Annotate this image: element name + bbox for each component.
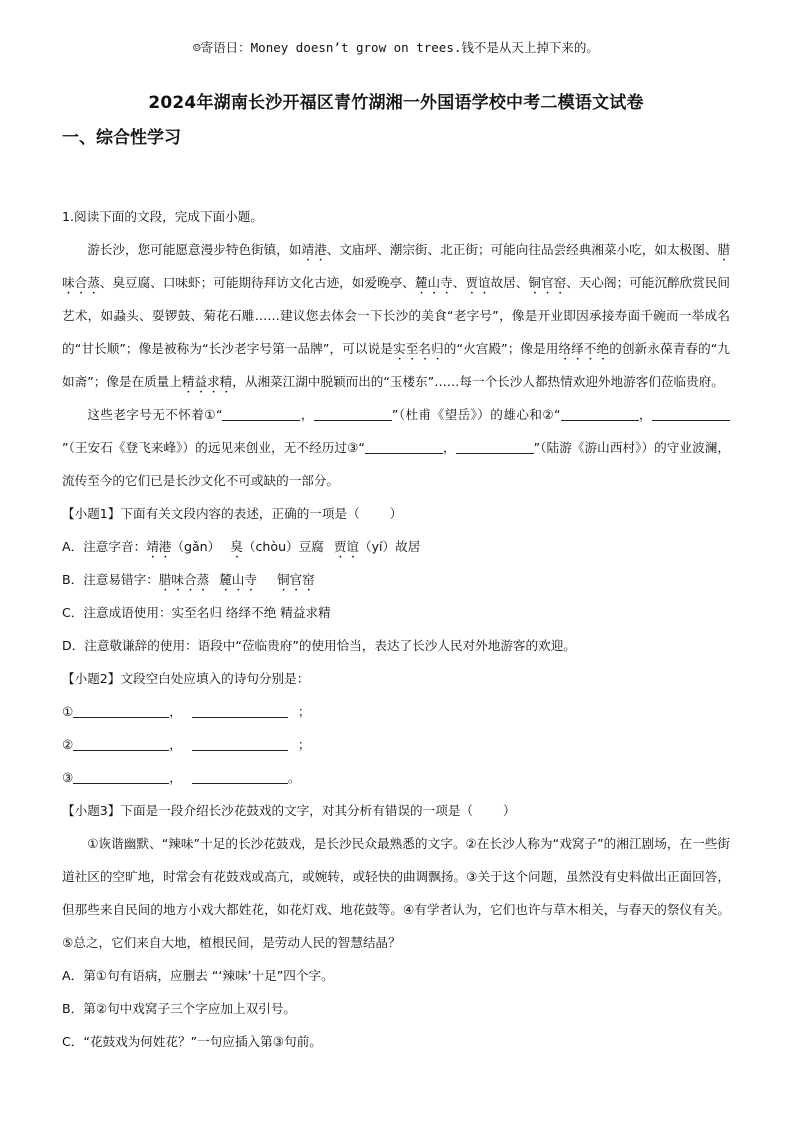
passage-text: 的“火宫殿”；像是用 <box>443 341 559 356</box>
option-dotted-word: 腊味合蒸 <box>158 572 210 587</box>
answer-end: 。 <box>287 770 301 785</box>
answer-end: ； <box>297 704 311 719</box>
option-a[interactable] <box>62 530 730 563</box>
option-dotted-word: 贾谊 <box>333 539 360 554</box>
subquestion-1-stem <box>62 497 730 530</box>
poem-text: ， <box>300 407 314 422</box>
stem-text: ） <box>389 506 403 521</box>
page-title: 2024年湖南长沙开福区青竹湖湘一外国语学校中考二模语文试卷 <box>148 93 644 113</box>
exam-content <box>62 200 730 1058</box>
motto-header: ☺寄语日：Money doesn’t grow on trees.钱不是从天上掉下来的。 <box>193 40 599 55</box>
poem-text: ”（杜甫《望岳》）的雄心和②“ <box>391 407 561 422</box>
option-text: （yí）故居 <box>359 539 421 554</box>
passage-text: 、天心阁；可能沉醉欣赏民间艺术，如蝨头、耍锣鼓、菊花石雕……建议您去体会一下长沙的美食“老字号”，像是开业即因承接寿面千碗而一举成名的“甘长顺”；像是被称为“长沙老字号第一品牌”，可以说是 <box>62 275 731 356</box>
passage-text: 、 <box>452 275 466 290</box>
subquestion-2-stem: 【小题2】文段空白处应填入的诗句分别是： <box>62 671 310 686</box>
option-dotted-word: 麓山寺 <box>219 572 257 587</box>
option-c[interactable]: C．“花鼓戏为何姓花？”一句应插入第③句前。 <box>62 1034 322 1049</box>
passage-dotted-word: 精益求精 <box>181 374 233 389</box>
answer-line-3 <box>62 761 730 794</box>
option-text: （gǎn） <box>171 539 221 554</box>
passage-text: 、文庙坪、潮宗街、北正街；可能向往品尝经典湘菜小吃，如太极图、 <box>326 242 718 257</box>
answer-blank[interactable] <box>192 769 288 784</box>
stem-text: 【小题1】下面有关文段内容的表述，正确的一项是（ <box>62 506 360 521</box>
section-heading: 一、综合性学习 <box>62 128 181 148</box>
answer-blank[interactable] <box>192 703 288 718</box>
passage-dotted-word: 腊味合蒸 <box>62 242 731 290</box>
answer-blank[interactable] <box>561 406 639 421</box>
option-b[interactable]: B．第②句中戏窝子三个字应加上双引号。 <box>62 1001 297 1016</box>
option-d[interactable]: D．注意敬谦辞的使用：语段中“莅临贵府”的使用恰当，表达了长沙人民对外地游客的欢迎。 <box>62 638 576 653</box>
answer-line-2 <box>62 728 730 761</box>
answer-end: ； <box>297 737 311 752</box>
option-text: （chòu）豆腐 <box>242 539 324 554</box>
option-dotted-word: 靖港 <box>146 539 172 554</box>
answer-blank[interactable] <box>456 439 534 454</box>
passage-dotted-word: 麓山寺 <box>414 275 453 290</box>
poem-text: ”（陆游《游山西村》）的守业波澜，流传至今的它们已是长沙文化不可或缺的一部分。 <box>62 440 730 488</box>
passage-text: 故居、 <box>490 275 529 290</box>
passage-paragraph <box>62 233 730 398</box>
answer-blank[interactable] <box>73 736 169 751</box>
stem-text: 【小题3】下面是一段介绍长沙花鼓戏的文字，对其分析有错误的一项是（ <box>62 803 474 818</box>
answer-marker: ③ <box>62 770 74 785</box>
stem-text: ） <box>503 803 516 818</box>
passage-dotted-word: 靖港 <box>301 242 327 257</box>
answer-sep: ， <box>169 770 182 785</box>
passage-text: ，从湘菜江湖中脱颖而出的“玉楼东”……每一个长沙人都热情欢迎外地游客们莅临贵府。 <box>232 374 724 389</box>
answer-blank[interactable] <box>73 703 169 718</box>
passage-text: 游长沙，您可能愿意漫步特色街镇，如 <box>87 242 302 257</box>
passage-dotted-word: 铜官窑 <box>528 275 567 290</box>
poem-text: 这些老字号无不怀着①“ <box>87 407 223 422</box>
option-text: A．注意字音： <box>62 539 147 554</box>
passage-dotted-word: 络绎不绝 <box>558 341 610 356</box>
option-dotted-word: 臭 <box>230 539 243 554</box>
answer-blank[interactable] <box>365 439 443 454</box>
question-1-intro: 1.阅读下面的文段，完成下面小题。 <box>62 209 263 224</box>
subquestion-3-stem <box>62 794 730 827</box>
option-text: B．注意易错字： <box>62 572 159 587</box>
answer-blank[interactable] <box>73 769 169 784</box>
passage-text: 、臭豆腐、口味虾；可能期待拜访文化古迹，如爱晚亭、 <box>99 275 415 290</box>
passage-text: 的创新永葆青春的“九如斋”；像是在质量上 <box>62 341 731 389</box>
answer-marker: ② <box>62 737 74 752</box>
answer-line-1 <box>62 695 730 728</box>
answer-blank[interactable] <box>652 406 730 421</box>
answer-blank[interactable] <box>192 736 288 751</box>
subquestion-3-passage: ①诙谐幽默、“辣味”十足的长沙花鼓戏，是长沙民众最熟悉的文字。②在长沙人称为“戏窝子”的湘江剧场，在一些街道社区的空旷地，时常会有花鼓戏或高亢，或婉转，或轻快的曲调飘扬。③关于这个问题，虽然没有史料做出正面回答，但那些来自民间的地方小戏大都姓花，如花灯戏、地花鼓等。④有学者认为，它们也许与草木相关，与春天的祭仪有关。⑤总之，它们来自大地，植根民间，是劳动人民的智慧结晶？ <box>62 836 730 950</box>
option-b[interactable] <box>62 563 730 596</box>
poem-text: ”（王安石《登飞来峰》）的远见来创业，无不经历过③“ <box>62 440 365 455</box>
option-a[interactable]: A．第①句有语病，应删去 “‘辣味’十足”四个字。 <box>62 968 334 983</box>
poem-fill-paragraph <box>62 398 730 497</box>
answer-blank[interactable] <box>314 406 392 421</box>
passage-dotted-word: 实至名归 <box>393 341 444 356</box>
option-c[interactable]: C．注意成语使用：实至名归 络绎不绝 精益求精 <box>62 605 331 620</box>
option-dotted-word: 铜官窑 <box>276 572 315 587</box>
answer-marker: ① <box>62 704 74 719</box>
poem-text: ， <box>638 407 652 422</box>
passage-dotted-word: 贾谊 <box>465 275 491 290</box>
answer-sep: ， <box>169 704 182 719</box>
poem-text: ， <box>442 440 456 455</box>
answer-blank[interactable] <box>222 406 300 421</box>
answer-sep: ， <box>169 737 182 752</box>
